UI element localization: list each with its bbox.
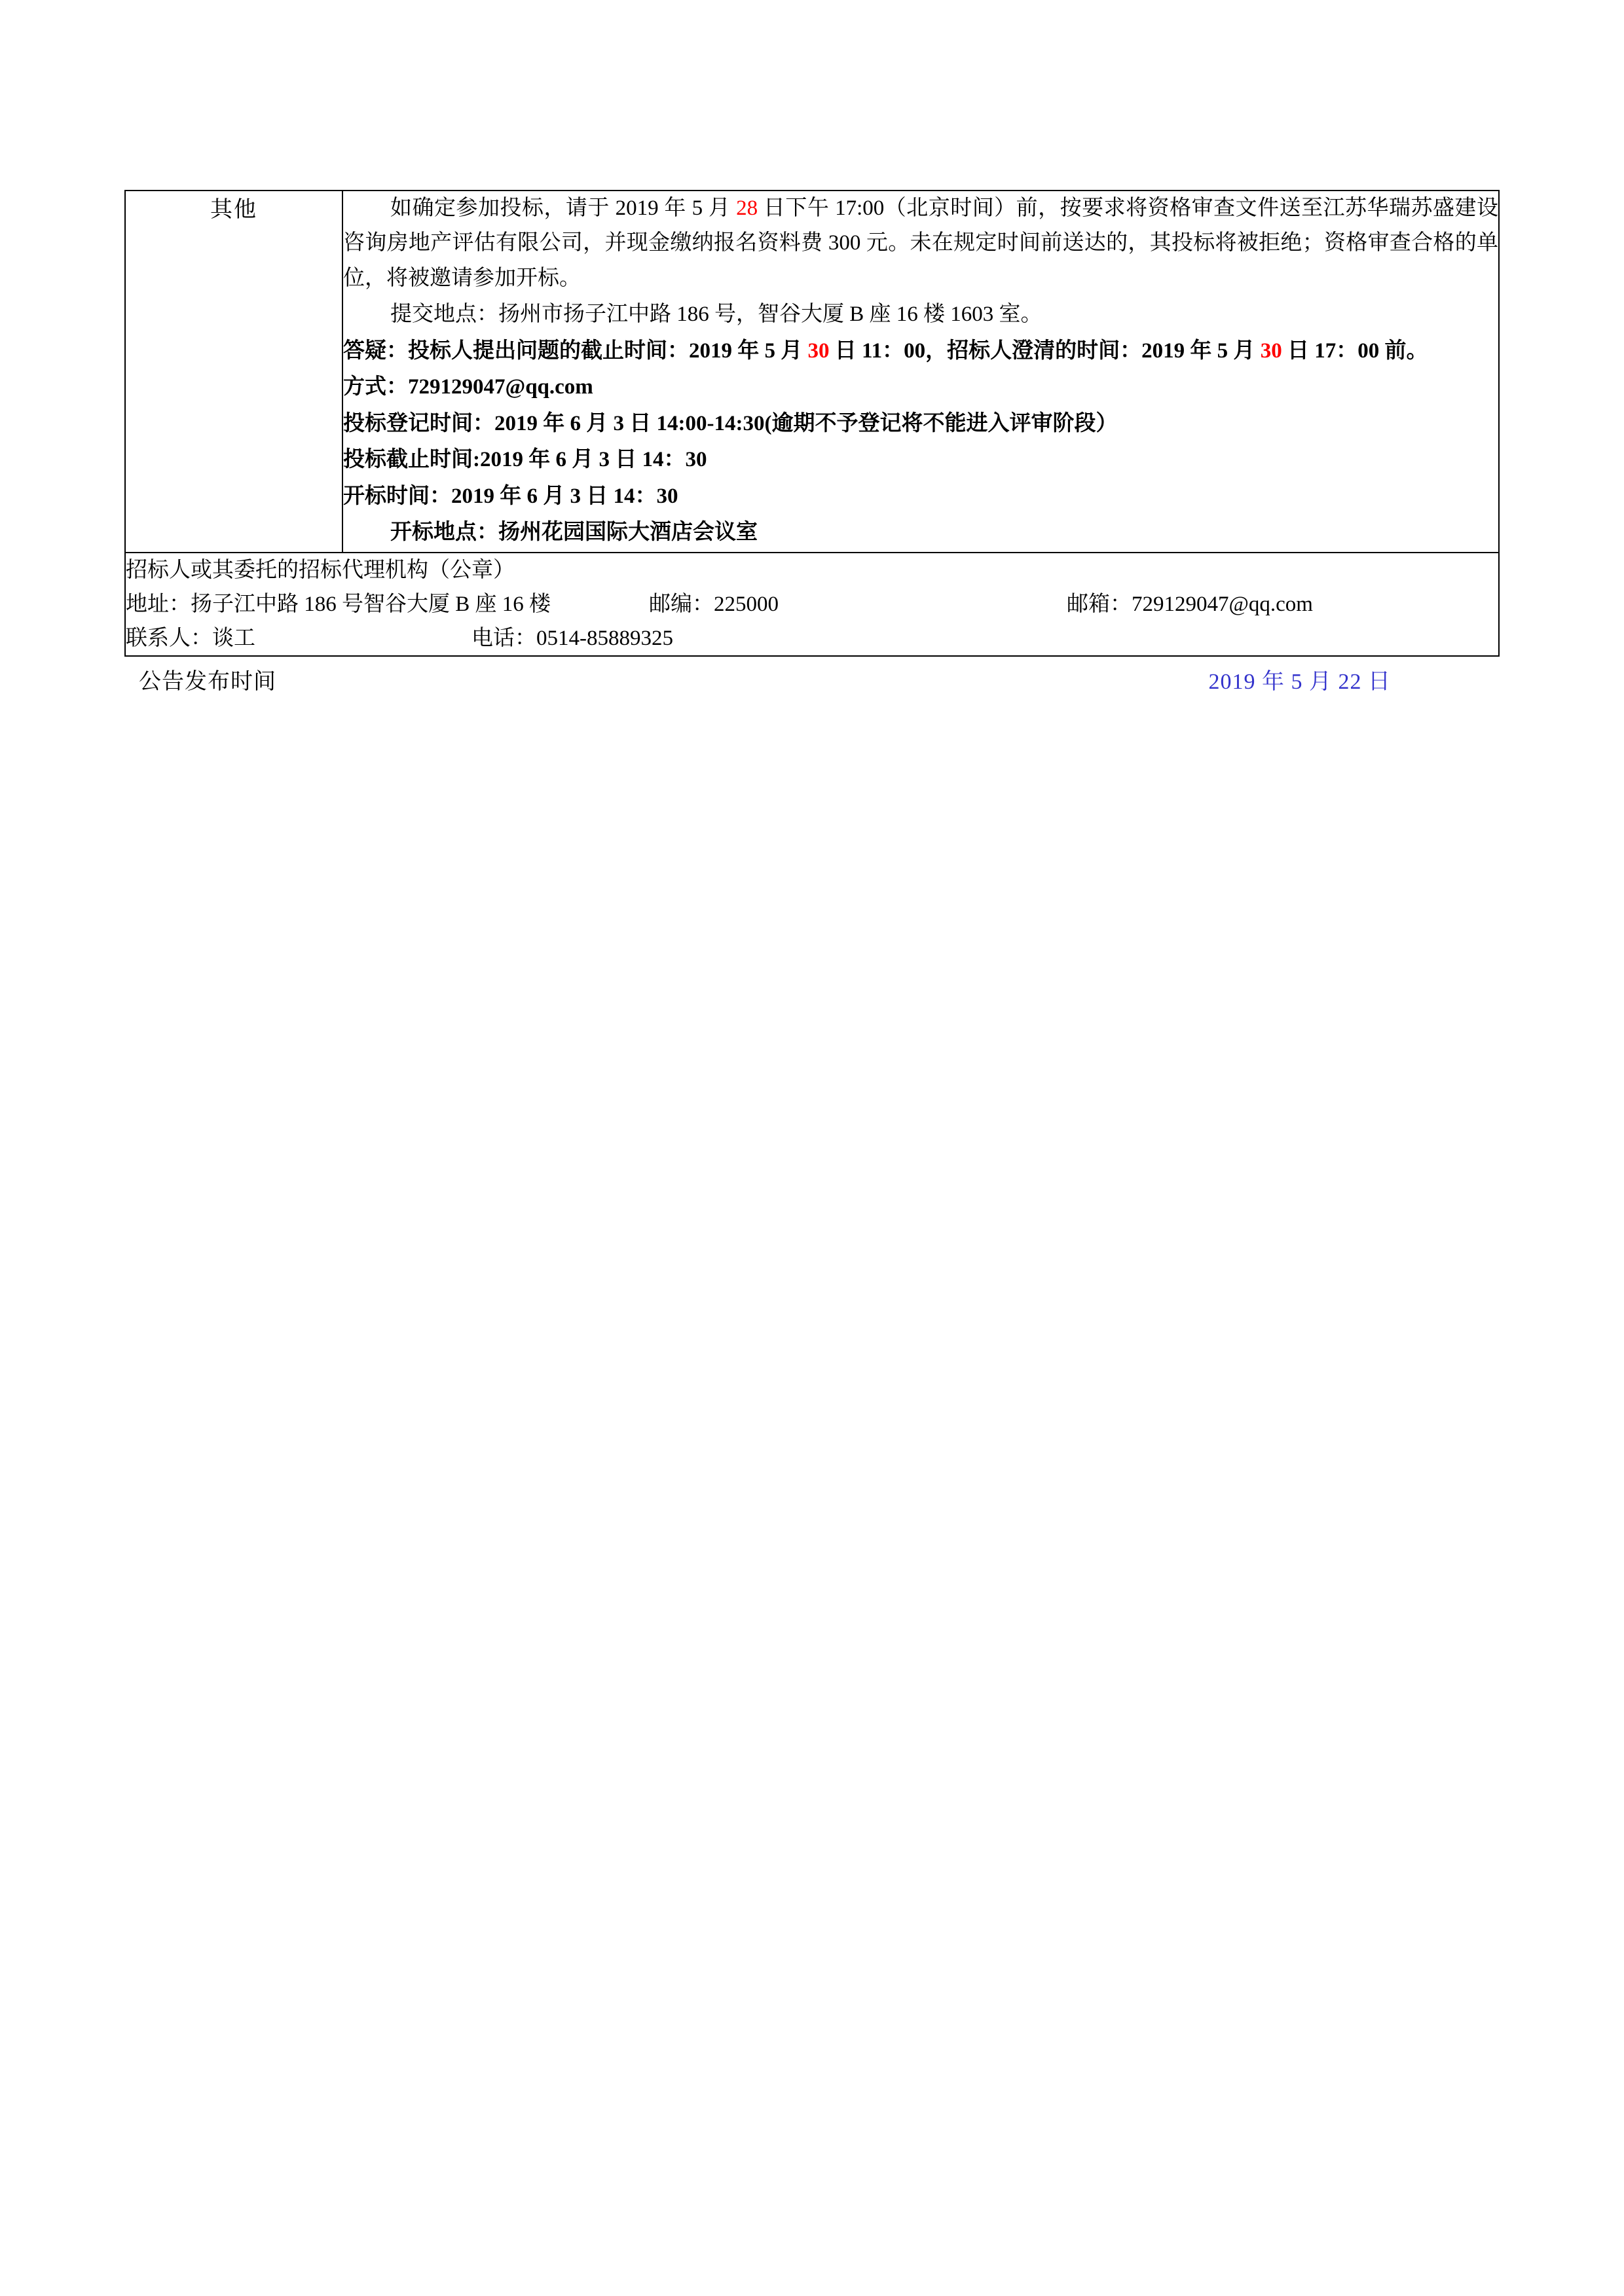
- footer-publish-row: [124, 663, 1500, 695]
- row-label-other: 其他: [125, 191, 342, 553]
- zip-label: 邮编：: [649, 592, 714, 616]
- p3-red-2: 30: [1260, 338, 1282, 363]
- p1-before-date: 如确定参加投标，请于 2019 年 5 月: [390, 196, 737, 220]
- contact-label: 联系人：: [126, 626, 212, 650]
- address-label: 地址：: [126, 592, 191, 616]
- row-content-other: [342, 191, 1499, 553]
- agency-address-line: [126, 587, 1498, 621]
- paragraph-qa-time: [343, 334, 1498, 369]
- p3-red-1: 30: [807, 338, 830, 363]
- paragraph-bid-opening-time: 开标时间：2019 年 6 月 3 日 14：30: [343, 484, 678, 508]
- p3-part-3: 日 17：00 前。: [1282, 338, 1428, 363]
- email-label: 邮箱：: [1067, 592, 1132, 616]
- contact-value: 谈工: [212, 626, 255, 650]
- table-row-other: [125, 191, 1499, 553]
- paragraph-registration-time: 投标登记时间：2019 年 6 月 3 日 14:00-14:30(逾期不予登记将不能进入评审阶段）: [343, 411, 1118, 435]
- p1-date-red: 28: [736, 196, 758, 220]
- publish-time-value: 2019 年 5 月 22 日: [1208, 669, 1391, 694]
- p1-after-date: 日下午 17:00（北京时间）前，按要求将资格审查文件送至江苏华瑞苏盛建设咨询房地产评估有限公司，并现金缴纳报名资料费 300 元。未在规定时间前送达的，其投标将被拒绝；资格审查合格的单位，将被邀请参加开标。: [343, 196, 1498, 290]
- paragraph-bid-deadline: 投标截止时间:2019 年 6 月 3 日 14：30: [343, 448, 707, 472]
- p3-part-2: 日 11：00，招标人澄清的时间：2019 年 5 月: [829, 338, 1261, 363]
- address-value: 扬子江中路 186 号智谷大厦 B 座 16 楼: [191, 592, 551, 616]
- agency-title: 招标人或其委托的招标代理机构（公章）: [126, 558, 515, 582]
- agency-content: [125, 553, 1499, 656]
- publish-time-label: 公告发布时间: [139, 669, 276, 694]
- phone-value: 0514-85889325: [536, 626, 673, 650]
- phone-label: 电话：: [471, 626, 536, 650]
- notice-table: [124, 190, 1500, 657]
- paragraph-submission-location: 提交地点：扬州市扬子江中路 186 号，智谷大厦 B 座 16 楼 1603 室。: [390, 302, 1043, 327]
- p3-part-1: 答疑：投标人提出问题的截止时间：2019 年 5 月: [343, 338, 808, 363]
- paragraph-submission-deadline: [343, 191, 1498, 296]
- paragraph-bid-opening-place: 开标地点：扬州花园国际大酒店会议室: [390, 520, 758, 545]
- email-value: 729129047@qq.com: [1132, 592, 1313, 616]
- agency-contact-line: [126, 621, 1498, 655]
- paragraph-qa-method: 方式：729129047@qq.com: [343, 375, 593, 399]
- zip-value: 225000: [714, 592, 779, 616]
- table-row-agency: [125, 553, 1499, 656]
